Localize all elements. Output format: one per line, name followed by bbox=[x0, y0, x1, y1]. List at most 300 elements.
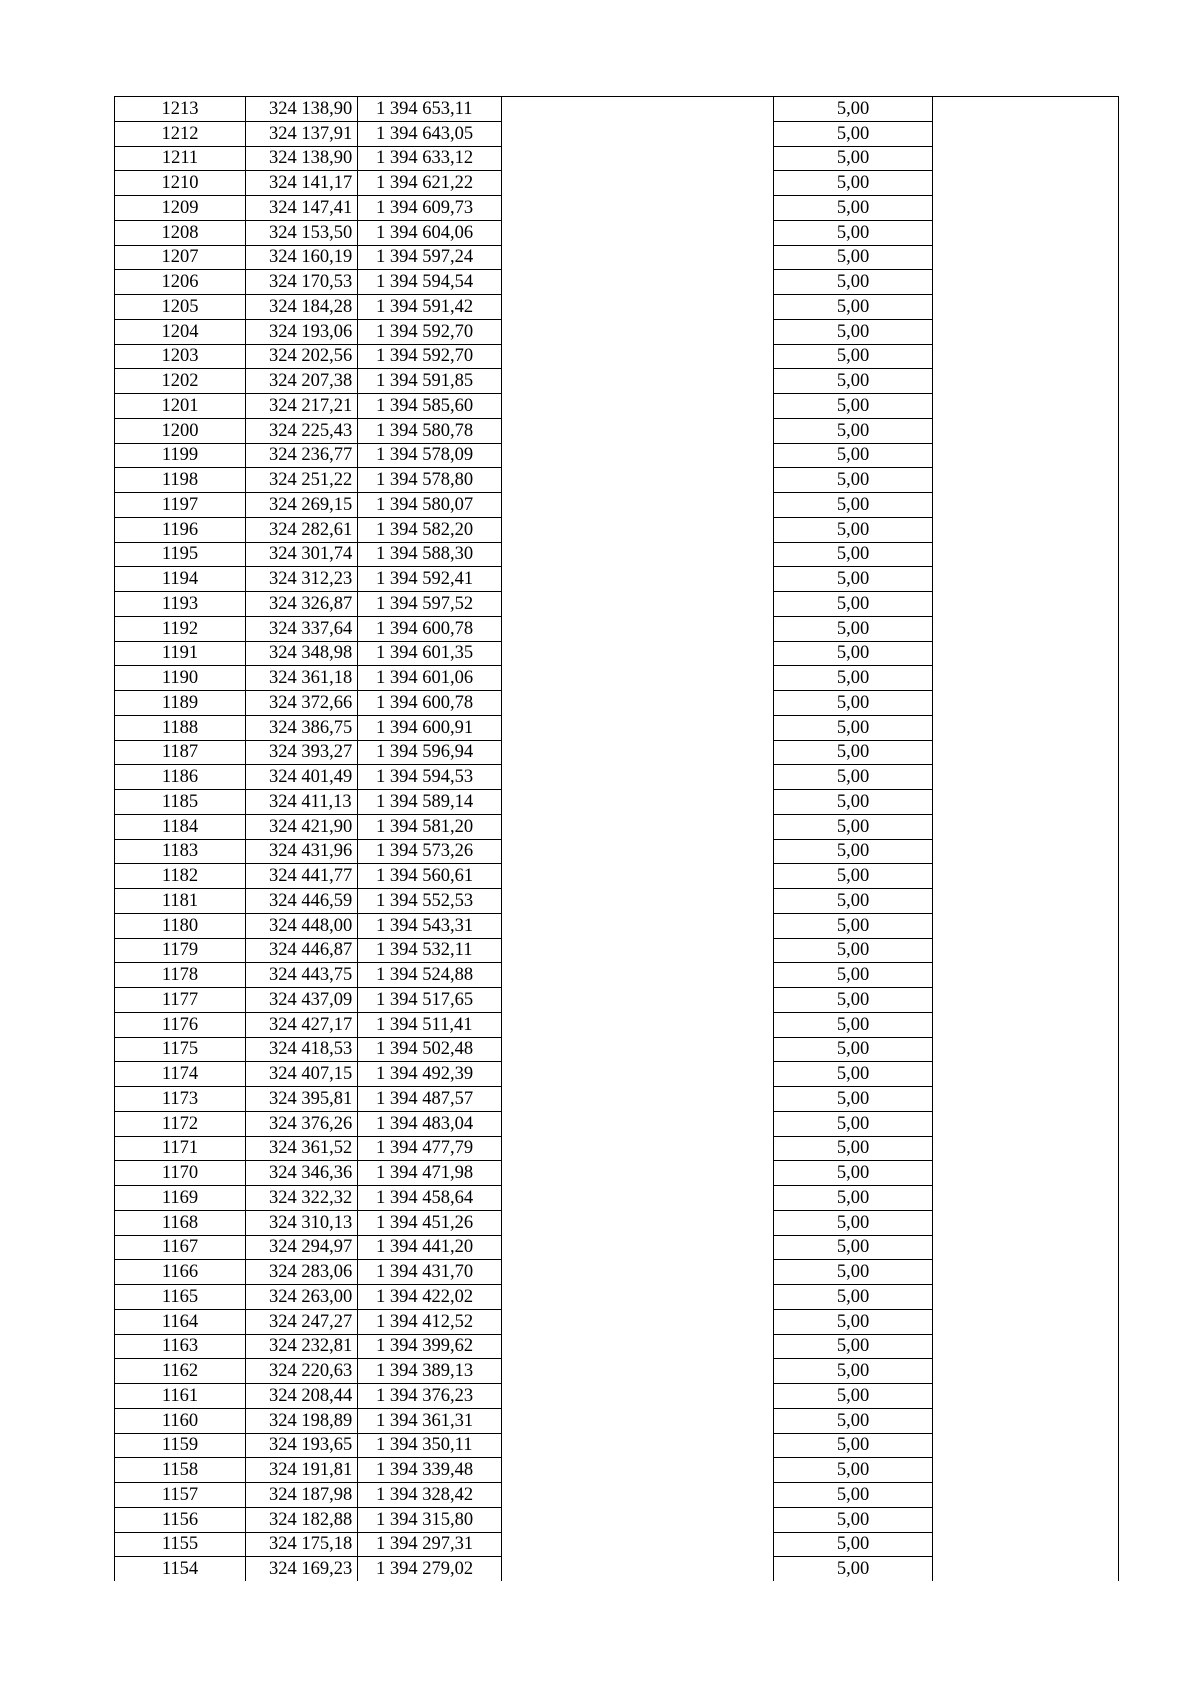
value-cell: 5,00 bbox=[774, 938, 933, 963]
table-row bbox=[115, 814, 1119, 839]
y-coordinate-cell: 1 394 297,31 bbox=[358, 1532, 502, 1557]
value-cell: 5,00 bbox=[774, 790, 933, 815]
value-cell: 5,00 bbox=[774, 1210, 933, 1235]
empty-cell bbox=[502, 418, 774, 443]
empty-cell bbox=[933, 1359, 1119, 1384]
point-number-cell: 1172 bbox=[115, 1111, 246, 1136]
table-row bbox=[115, 740, 1119, 765]
point-number-cell: 1164 bbox=[115, 1309, 246, 1334]
x-coordinate-cell: 324 448,00 bbox=[246, 913, 358, 938]
empty-cell bbox=[933, 1532, 1119, 1557]
table-row bbox=[115, 666, 1119, 691]
point-number-cell: 1212 bbox=[115, 121, 246, 146]
y-coordinate-cell: 1 394 601,06 bbox=[358, 666, 502, 691]
table-row bbox=[115, 270, 1119, 295]
value-cell: 5,00 bbox=[774, 1062, 933, 1087]
x-coordinate-cell: 324 361,18 bbox=[246, 666, 358, 691]
point-number-cell: 1191 bbox=[115, 641, 246, 666]
y-coordinate-cell: 1 394 653,11 bbox=[358, 97, 502, 122]
y-coordinate-cell: 1 394 600,78 bbox=[358, 691, 502, 716]
table-row bbox=[115, 121, 1119, 146]
point-number-cell: 1210 bbox=[115, 171, 246, 196]
y-coordinate-cell: 1 394 483,04 bbox=[358, 1111, 502, 1136]
empty-cell bbox=[502, 1012, 774, 1037]
empty-cell bbox=[502, 691, 774, 716]
empty-cell bbox=[502, 394, 774, 419]
table-row bbox=[115, 839, 1119, 864]
table-row bbox=[115, 1433, 1119, 1458]
value-cell: 5,00 bbox=[774, 1111, 933, 1136]
x-coordinate-cell: 324 232,81 bbox=[246, 1334, 358, 1359]
point-number-cell: 1208 bbox=[115, 220, 246, 245]
empty-cell bbox=[933, 889, 1119, 914]
empty-cell bbox=[933, 146, 1119, 171]
table-row bbox=[115, 196, 1119, 221]
empty-cell bbox=[933, 1285, 1119, 1310]
x-coordinate-cell: 324 407,15 bbox=[246, 1062, 358, 1087]
x-coordinate-cell: 324 282,61 bbox=[246, 517, 358, 542]
x-coordinate-cell: 324 401,49 bbox=[246, 765, 358, 790]
value-cell: 5,00 bbox=[774, 1186, 933, 1211]
point-number-cell: 1209 bbox=[115, 196, 246, 221]
x-coordinate-cell: 324 294,97 bbox=[246, 1235, 358, 1260]
value-cell: 5,00 bbox=[774, 1235, 933, 1260]
value-cell: 5,00 bbox=[774, 245, 933, 270]
empty-cell bbox=[933, 1483, 1119, 1508]
empty-cell bbox=[933, 1111, 1119, 1136]
x-coordinate-cell: 324 263,00 bbox=[246, 1285, 358, 1310]
point-number-cell: 1186 bbox=[115, 765, 246, 790]
table-row bbox=[115, 146, 1119, 171]
x-coordinate-cell: 324 446,87 bbox=[246, 938, 358, 963]
empty-cell bbox=[933, 1458, 1119, 1483]
point-number-cell: 1167 bbox=[115, 1235, 246, 1260]
y-coordinate-cell: 1 394 600,78 bbox=[358, 616, 502, 641]
y-coordinate-cell: 1 394 594,54 bbox=[358, 270, 502, 295]
empty-cell bbox=[502, 344, 774, 369]
y-coordinate-cell: 1 394 597,24 bbox=[358, 245, 502, 270]
empty-cell bbox=[933, 344, 1119, 369]
point-number-cell: 1190 bbox=[115, 666, 246, 691]
x-coordinate-cell: 324 386,75 bbox=[246, 715, 358, 740]
y-coordinate-cell: 1 394 376,23 bbox=[358, 1384, 502, 1409]
x-coordinate-cell: 324 169,23 bbox=[246, 1557, 358, 1581]
x-coordinate-cell: 324 346,36 bbox=[246, 1161, 358, 1186]
value-cell: 5,00 bbox=[774, 616, 933, 641]
empty-cell bbox=[933, 1433, 1119, 1458]
point-number-cell: 1156 bbox=[115, 1507, 246, 1532]
empty-cell bbox=[933, 295, 1119, 320]
value-cell: 5,00 bbox=[774, 394, 933, 419]
value-cell: 5,00 bbox=[774, 641, 933, 666]
x-coordinate-cell: 324 322,32 bbox=[246, 1186, 358, 1211]
empty-cell bbox=[502, 790, 774, 815]
x-coordinate-cell: 324 193,06 bbox=[246, 319, 358, 344]
y-coordinate-cell: 1 394 328,42 bbox=[358, 1483, 502, 1508]
point-number-cell: 1202 bbox=[115, 369, 246, 394]
y-coordinate-cell: 1 394 552,53 bbox=[358, 889, 502, 914]
point-number-cell: 1185 bbox=[115, 790, 246, 815]
y-coordinate-cell: 1 394 609,73 bbox=[358, 196, 502, 221]
empty-cell bbox=[933, 1037, 1119, 1062]
empty-cell bbox=[933, 864, 1119, 889]
value-cell: 5,00 bbox=[774, 369, 933, 394]
point-number-cell: 1177 bbox=[115, 988, 246, 1013]
table-row bbox=[115, 1532, 1119, 1557]
table-row bbox=[115, 1037, 1119, 1062]
table-row bbox=[115, 319, 1119, 344]
point-number-cell: 1178 bbox=[115, 963, 246, 988]
y-coordinate-cell: 1 394 621,22 bbox=[358, 171, 502, 196]
empty-cell bbox=[933, 1507, 1119, 1532]
value-cell: 5,00 bbox=[774, 1507, 933, 1532]
empty-cell bbox=[933, 691, 1119, 716]
value-cell: 5,00 bbox=[774, 542, 933, 567]
empty-cell bbox=[933, 765, 1119, 790]
x-coordinate-cell: 324 421,90 bbox=[246, 814, 358, 839]
empty-cell bbox=[502, 245, 774, 270]
empty-cell bbox=[502, 592, 774, 617]
value-cell: 5,00 bbox=[774, 839, 933, 864]
value-cell: 5,00 bbox=[774, 1433, 933, 1458]
x-coordinate-cell: 324 138,90 bbox=[246, 97, 358, 122]
x-coordinate-cell: 324 310,13 bbox=[246, 1210, 358, 1235]
value-cell: 5,00 bbox=[774, 1334, 933, 1359]
y-coordinate-cell: 1 394 511,41 bbox=[358, 1012, 502, 1037]
y-coordinate-cell: 1 394 578,80 bbox=[358, 468, 502, 493]
x-coordinate-cell: 324 326,87 bbox=[246, 592, 358, 617]
value-cell: 5,00 bbox=[774, 1087, 933, 1112]
x-coordinate-cell: 324 247,27 bbox=[246, 1309, 358, 1334]
empty-cell bbox=[933, 666, 1119, 691]
table-row bbox=[115, 715, 1119, 740]
value-cell: 5,00 bbox=[774, 1285, 933, 1310]
table-row bbox=[115, 1111, 1119, 1136]
empty-cell bbox=[502, 715, 774, 740]
empty-cell bbox=[933, 542, 1119, 567]
value-cell: 5,00 bbox=[774, 988, 933, 1013]
empty-cell bbox=[933, 1062, 1119, 1087]
empty-cell bbox=[502, 171, 774, 196]
y-coordinate-cell: 1 394 399,62 bbox=[358, 1334, 502, 1359]
value-cell: 5,00 bbox=[774, 1408, 933, 1433]
empty-cell bbox=[502, 220, 774, 245]
empty-cell bbox=[502, 938, 774, 963]
point-number-cell: 1182 bbox=[115, 864, 246, 889]
empty-cell bbox=[933, 567, 1119, 592]
y-coordinate-cell: 1 394 279,02 bbox=[358, 1557, 502, 1581]
empty-cell bbox=[502, 1285, 774, 1310]
empty-cell bbox=[933, 790, 1119, 815]
value-cell: 5,00 bbox=[774, 220, 933, 245]
y-coordinate-cell: 1 394 412,52 bbox=[358, 1309, 502, 1334]
empty-cell bbox=[502, 1037, 774, 1062]
y-coordinate-cell: 1 394 592,70 bbox=[358, 319, 502, 344]
point-number-cell: 1195 bbox=[115, 542, 246, 567]
empty-cell bbox=[933, 740, 1119, 765]
value-cell: 5,00 bbox=[774, 1161, 933, 1186]
y-coordinate-cell: 1 394 585,60 bbox=[358, 394, 502, 419]
empty-cell bbox=[502, 517, 774, 542]
value-cell: 5,00 bbox=[774, 171, 933, 196]
y-coordinate-cell: 1 394 643,05 bbox=[358, 121, 502, 146]
table-row bbox=[115, 394, 1119, 419]
y-coordinate-cell: 1 394 592,70 bbox=[358, 344, 502, 369]
value-cell: 5,00 bbox=[774, 1012, 933, 1037]
point-number-cell: 1199 bbox=[115, 443, 246, 468]
empty-cell bbox=[502, 468, 774, 493]
empty-cell bbox=[933, 1408, 1119, 1433]
value-cell: 5,00 bbox=[774, 196, 933, 221]
empty-cell bbox=[502, 493, 774, 518]
empty-cell bbox=[502, 616, 774, 641]
x-coordinate-cell: 324 182,88 bbox=[246, 1507, 358, 1532]
x-coordinate-cell: 324 153,50 bbox=[246, 220, 358, 245]
table-row bbox=[115, 443, 1119, 468]
point-number-cell: 1165 bbox=[115, 1285, 246, 1310]
table-row bbox=[115, 1408, 1119, 1433]
y-coordinate-cell: 1 394 597,52 bbox=[358, 592, 502, 617]
value-cell: 5,00 bbox=[774, 1384, 933, 1409]
value-cell: 5,00 bbox=[774, 1458, 933, 1483]
y-coordinate-cell: 1 394 339,48 bbox=[358, 1458, 502, 1483]
value-cell: 5,00 bbox=[774, 319, 933, 344]
empty-cell bbox=[933, 913, 1119, 938]
y-coordinate-cell: 1 394 581,20 bbox=[358, 814, 502, 839]
value-cell: 5,00 bbox=[774, 1136, 933, 1161]
empty-cell bbox=[502, 1087, 774, 1112]
empty-cell bbox=[502, 97, 774, 122]
table-row bbox=[115, 1507, 1119, 1532]
empty-cell bbox=[502, 1334, 774, 1359]
x-coordinate-cell: 324 208,44 bbox=[246, 1384, 358, 1409]
empty-cell bbox=[502, 1062, 774, 1087]
x-coordinate-cell: 324 207,38 bbox=[246, 369, 358, 394]
x-coordinate-cell: 324 395,81 bbox=[246, 1087, 358, 1112]
y-coordinate-cell: 1 394 588,30 bbox=[358, 542, 502, 567]
empty-cell bbox=[502, 1433, 774, 1458]
point-number-cell: 1181 bbox=[115, 889, 246, 914]
point-number-cell: 1203 bbox=[115, 344, 246, 369]
y-coordinate-cell: 1 394 524,88 bbox=[358, 963, 502, 988]
empty-cell bbox=[502, 889, 774, 914]
empty-cell bbox=[933, 196, 1119, 221]
empty-cell bbox=[933, 592, 1119, 617]
value-cell: 5,00 bbox=[774, 1532, 933, 1557]
empty-cell bbox=[502, 765, 774, 790]
x-coordinate-cell: 324 372,66 bbox=[246, 691, 358, 716]
table-row bbox=[115, 864, 1119, 889]
empty-cell bbox=[933, 220, 1119, 245]
point-number-cell: 1171 bbox=[115, 1136, 246, 1161]
x-coordinate-cell: 324 202,56 bbox=[246, 344, 358, 369]
x-coordinate-cell: 324 141,17 bbox=[246, 171, 358, 196]
empty-cell bbox=[933, 1334, 1119, 1359]
x-coordinate-cell: 324 376,26 bbox=[246, 1111, 358, 1136]
point-number-cell: 1187 bbox=[115, 740, 246, 765]
empty-cell bbox=[502, 319, 774, 344]
x-coordinate-cell: 324 137,91 bbox=[246, 121, 358, 146]
empty-cell bbox=[933, 493, 1119, 518]
point-number-cell: 1168 bbox=[115, 1210, 246, 1235]
table-row bbox=[115, 938, 1119, 963]
x-coordinate-cell: 324 437,09 bbox=[246, 988, 358, 1013]
value-cell: 5,00 bbox=[774, 715, 933, 740]
point-number-cell: 1184 bbox=[115, 814, 246, 839]
value-cell: 5,00 bbox=[774, 344, 933, 369]
empty-cell bbox=[933, 1260, 1119, 1285]
empty-cell bbox=[502, 1532, 774, 1557]
empty-cell bbox=[502, 1557, 774, 1581]
value-cell: 5,00 bbox=[774, 666, 933, 691]
point-number-cell: 1160 bbox=[115, 1408, 246, 1433]
table-row bbox=[115, 369, 1119, 394]
empty-cell bbox=[502, 1260, 774, 1285]
empty-cell bbox=[502, 121, 774, 146]
table-row bbox=[115, 493, 1119, 518]
table-row bbox=[115, 765, 1119, 790]
y-coordinate-cell: 1 394 560,61 bbox=[358, 864, 502, 889]
value-cell: 5,00 bbox=[774, 517, 933, 542]
x-coordinate-cell: 324 187,98 bbox=[246, 1483, 358, 1508]
value-cell: 5,00 bbox=[774, 592, 933, 617]
empty-cell bbox=[502, 1186, 774, 1211]
empty-cell bbox=[933, 1087, 1119, 1112]
table-row bbox=[115, 1309, 1119, 1334]
x-coordinate-cell: 324 443,75 bbox=[246, 963, 358, 988]
y-coordinate-cell: 1 394 502,48 bbox=[358, 1037, 502, 1062]
value-cell: 5,00 bbox=[774, 1359, 933, 1384]
table-row bbox=[115, 1012, 1119, 1037]
point-number-cell: 1213 bbox=[115, 97, 246, 122]
empty-cell bbox=[502, 1235, 774, 1260]
empty-cell bbox=[933, 715, 1119, 740]
empty-cell bbox=[502, 963, 774, 988]
value-cell: 5,00 bbox=[774, 295, 933, 320]
point-number-cell: 1193 bbox=[115, 592, 246, 617]
x-coordinate-cell: 324 193,65 bbox=[246, 1433, 358, 1458]
y-coordinate-cell: 1 394 471,98 bbox=[358, 1161, 502, 1186]
value-cell: 5,00 bbox=[774, 1483, 933, 1508]
empty-cell bbox=[933, 394, 1119, 419]
y-coordinate-cell: 1 394 441,20 bbox=[358, 1235, 502, 1260]
point-number-cell: 1173 bbox=[115, 1087, 246, 1112]
point-number-cell: 1196 bbox=[115, 517, 246, 542]
x-coordinate-cell: 324 147,41 bbox=[246, 196, 358, 221]
point-number-cell: 1158 bbox=[115, 1458, 246, 1483]
y-coordinate-cell: 1 394 580,07 bbox=[358, 493, 502, 518]
empty-cell bbox=[933, 1012, 1119, 1037]
value-cell: 5,00 bbox=[774, 270, 933, 295]
x-coordinate-cell: 324 269,15 bbox=[246, 493, 358, 518]
table-row bbox=[115, 1483, 1119, 1508]
point-number-cell: 1192 bbox=[115, 616, 246, 641]
table-row bbox=[115, 988, 1119, 1013]
point-number-cell: 1162 bbox=[115, 1359, 246, 1384]
point-number-cell: 1169 bbox=[115, 1186, 246, 1211]
empty-cell bbox=[502, 1136, 774, 1161]
empty-cell bbox=[502, 443, 774, 468]
table-row bbox=[115, 963, 1119, 988]
table-row bbox=[115, 592, 1119, 617]
empty-cell bbox=[502, 864, 774, 889]
empty-cell bbox=[502, 740, 774, 765]
table-row bbox=[115, 691, 1119, 716]
empty-cell bbox=[933, 418, 1119, 443]
coordinates-table-body bbox=[115, 97, 1119, 1582]
empty-cell bbox=[502, 666, 774, 691]
table-row bbox=[115, 1557, 1119, 1581]
point-number-cell: 1183 bbox=[115, 839, 246, 864]
y-coordinate-cell: 1 394 532,11 bbox=[358, 938, 502, 963]
empty-cell bbox=[502, 1384, 774, 1409]
empty-cell bbox=[502, 988, 774, 1013]
table-row bbox=[115, 1285, 1119, 1310]
value-cell: 5,00 bbox=[774, 814, 933, 839]
y-coordinate-cell: 1 394 601,35 bbox=[358, 641, 502, 666]
empty-cell bbox=[502, 814, 774, 839]
empty-cell bbox=[933, 517, 1119, 542]
empty-cell bbox=[502, 913, 774, 938]
y-coordinate-cell: 1 394 451,26 bbox=[358, 1210, 502, 1235]
empty-cell bbox=[502, 1483, 774, 1508]
y-coordinate-cell: 1 394 591,42 bbox=[358, 295, 502, 320]
y-coordinate-cell: 1 394 589,14 bbox=[358, 790, 502, 815]
table-row bbox=[115, 468, 1119, 493]
x-coordinate-cell: 324 446,59 bbox=[246, 889, 358, 914]
value-cell: 5,00 bbox=[774, 1557, 933, 1581]
point-number-cell: 1204 bbox=[115, 319, 246, 344]
point-number-cell: 1201 bbox=[115, 394, 246, 419]
point-number-cell: 1174 bbox=[115, 1062, 246, 1087]
x-coordinate-cell: 324 236,77 bbox=[246, 443, 358, 468]
empty-cell bbox=[502, 1309, 774, 1334]
empty-cell bbox=[933, 1186, 1119, 1211]
empty-cell bbox=[502, 1507, 774, 1532]
point-number-cell: 1200 bbox=[115, 418, 246, 443]
x-coordinate-cell: 324 198,89 bbox=[246, 1408, 358, 1433]
table-row bbox=[115, 418, 1119, 443]
empty-cell bbox=[933, 121, 1119, 146]
y-coordinate-cell: 1 394 594,53 bbox=[358, 765, 502, 790]
x-coordinate-cell: 324 217,21 bbox=[246, 394, 358, 419]
empty-cell bbox=[933, 641, 1119, 666]
table-row bbox=[115, 1161, 1119, 1186]
y-coordinate-cell: 1 394 600,91 bbox=[358, 715, 502, 740]
x-coordinate-cell: 324 418,53 bbox=[246, 1037, 358, 1062]
point-number-cell: 1161 bbox=[115, 1384, 246, 1409]
empty-cell bbox=[502, 369, 774, 394]
x-coordinate-cell: 324 170,53 bbox=[246, 270, 358, 295]
empty-cell bbox=[502, 196, 774, 221]
y-coordinate-cell: 1 394 596,94 bbox=[358, 740, 502, 765]
table-row bbox=[115, 245, 1119, 270]
empty-cell bbox=[933, 1210, 1119, 1235]
empty-cell bbox=[933, 814, 1119, 839]
x-coordinate-cell: 324 348,98 bbox=[246, 641, 358, 666]
x-coordinate-cell: 324 393,27 bbox=[246, 740, 358, 765]
table-row bbox=[115, 567, 1119, 592]
empty-cell bbox=[933, 468, 1119, 493]
value-cell: 5,00 bbox=[774, 913, 933, 938]
value-cell: 5,00 bbox=[774, 963, 933, 988]
y-coordinate-cell: 1 394 361,31 bbox=[358, 1408, 502, 1433]
empty-cell bbox=[933, 1309, 1119, 1334]
empty-cell bbox=[933, 1235, 1119, 1260]
y-coordinate-cell: 1 394 422,02 bbox=[358, 1285, 502, 1310]
value-cell: 5,00 bbox=[774, 1309, 933, 1334]
y-coordinate-cell: 1 394 492,39 bbox=[358, 1062, 502, 1087]
